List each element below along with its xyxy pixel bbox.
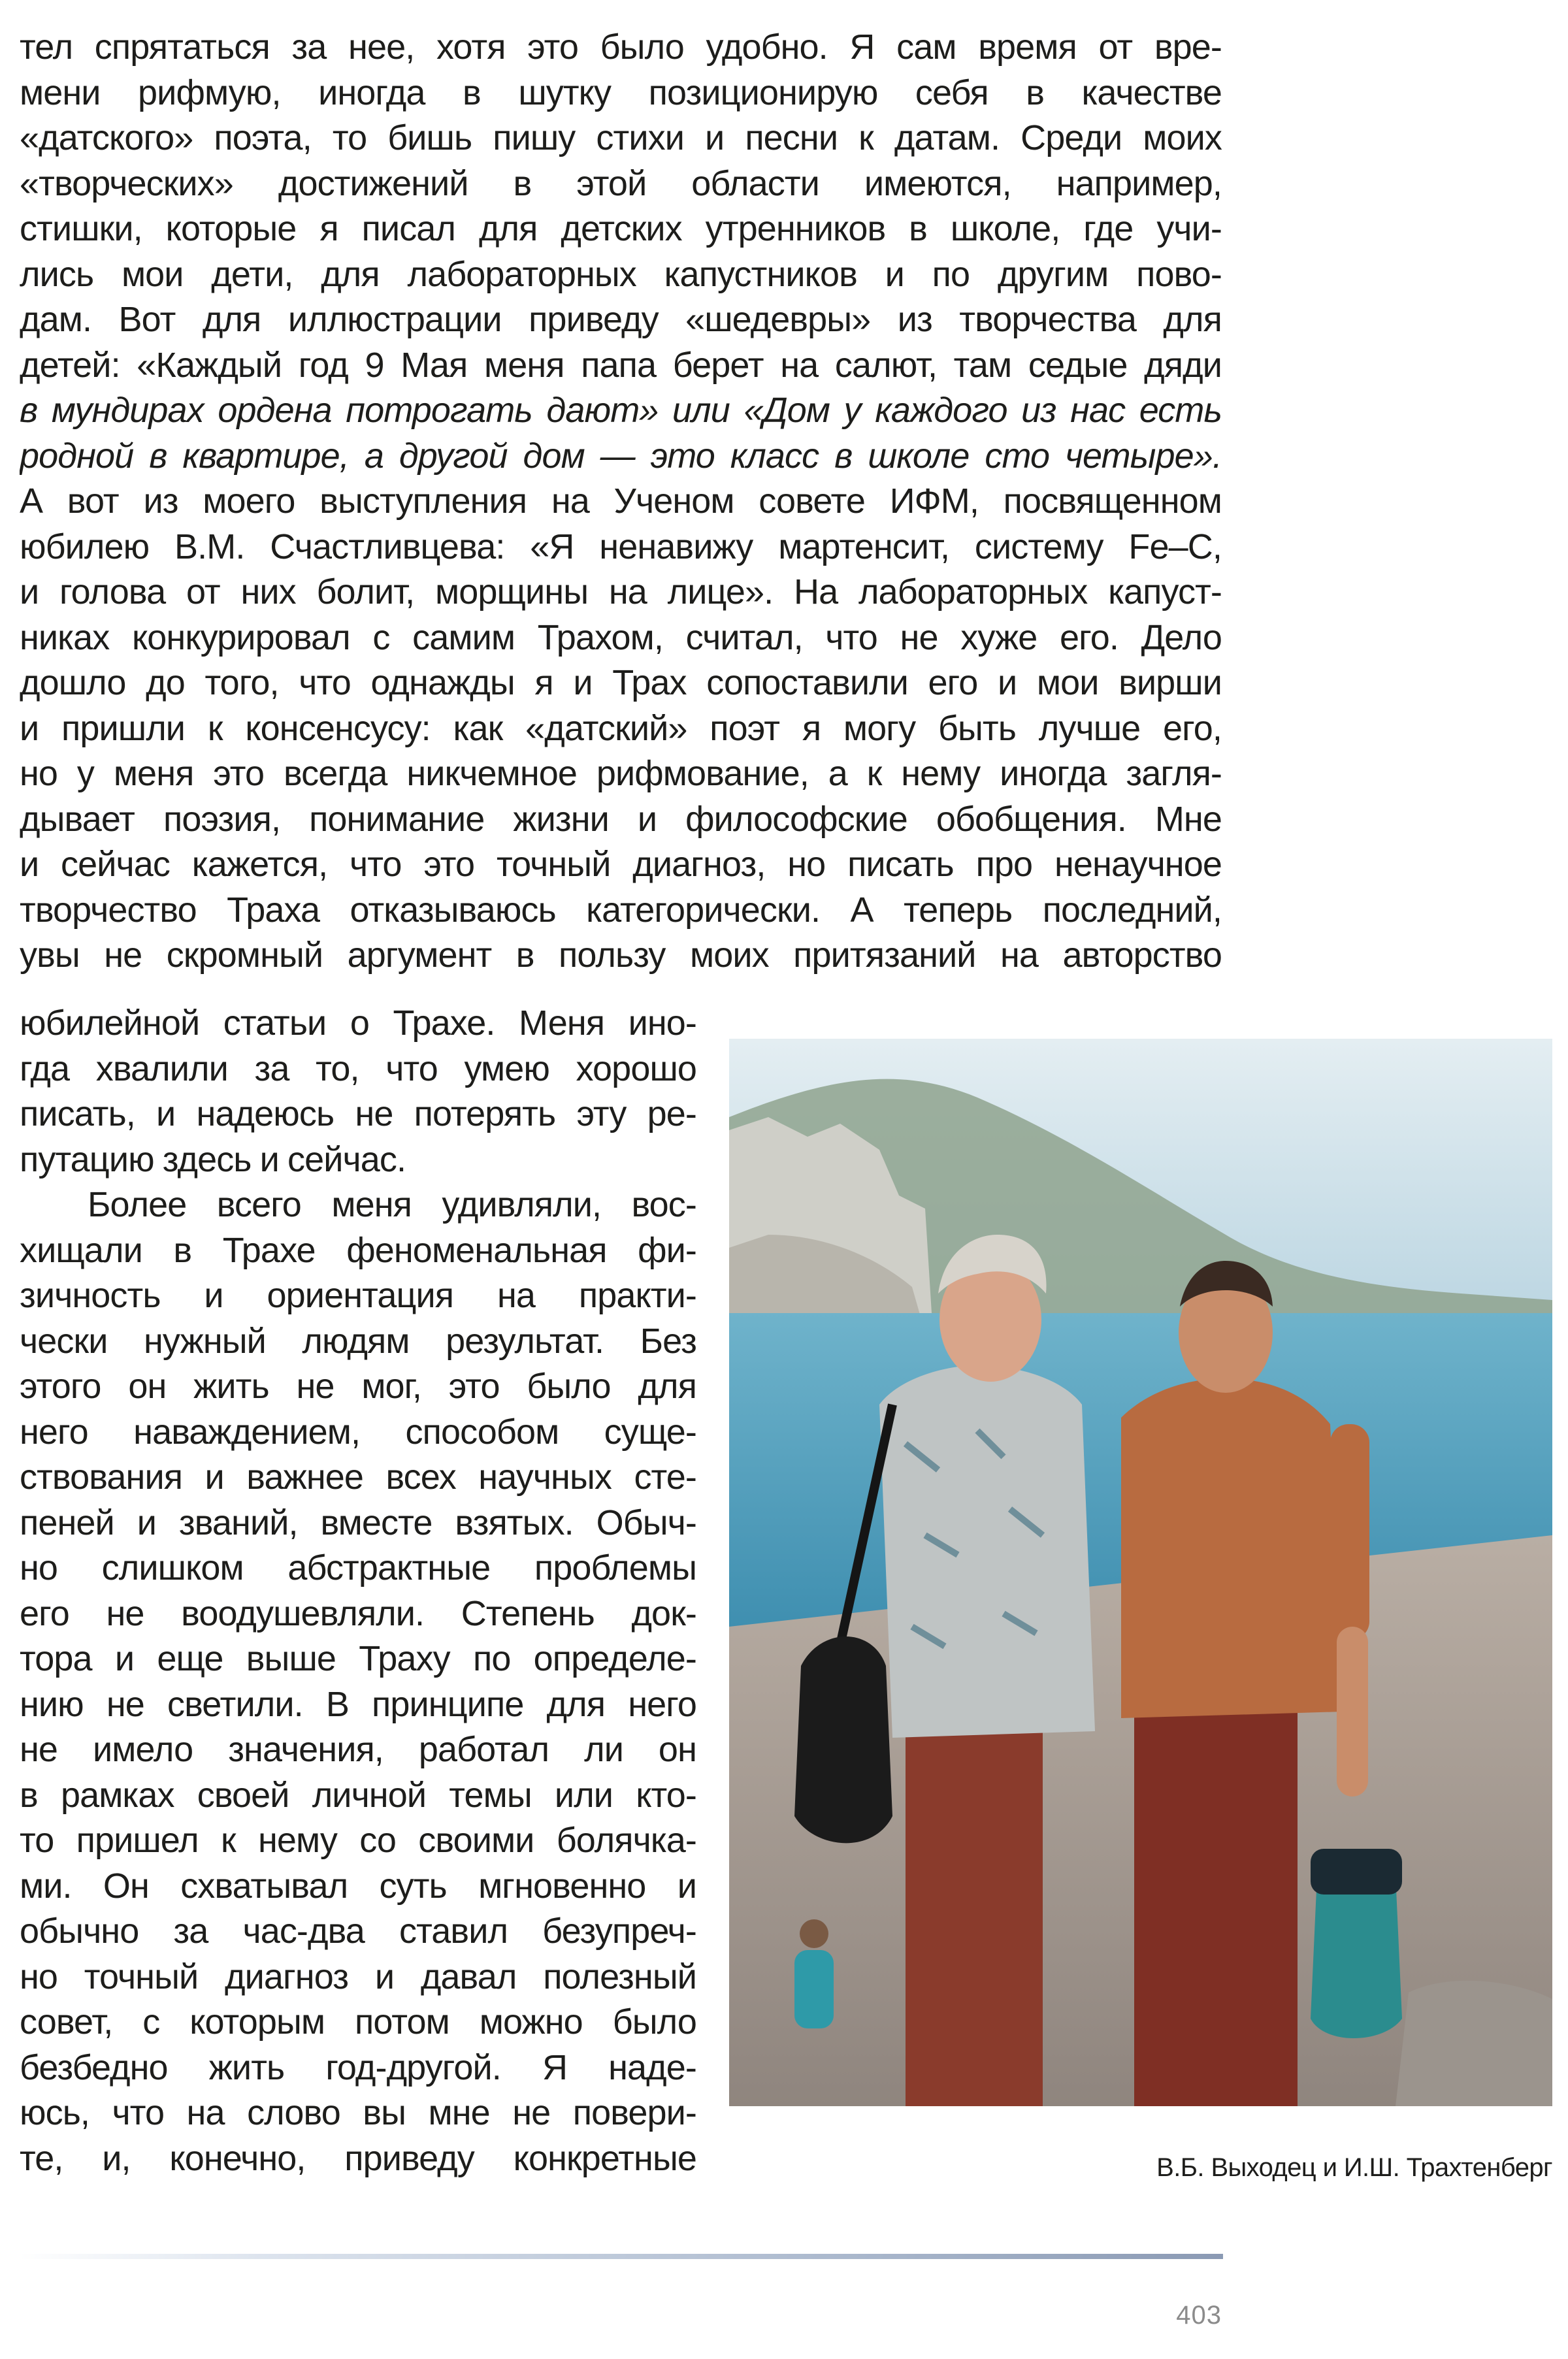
text-line: путацию здесь и сейчас.	[20, 1139, 406, 1179]
text-line: мени рифмую, иногда в шутку позиционирую себя в качестве	[20, 73, 1222, 112]
text-line: не имело значения, работал ли он	[20, 1730, 696, 1769]
text-line: юсь, что на слово вы мне не повери-	[20, 2093, 696, 2132]
text-line: него наваждением, способом суще-	[20, 1412, 696, 1452]
footer-divider	[20, 2254, 1223, 2259]
right-man-arm	[1330, 1424, 1369, 1640]
text-line: увы не скромный аргумент в пользу моих притязаний на авторство	[20, 935, 1222, 975]
teal-bag-top	[1311, 1849, 1402, 1895]
photo-caption: В.Б. Выходец и И.Ш. Трахтенберг	[1156, 2153, 1552, 2182]
text-line: те, и, конечно, приведу конкретные	[20, 2138, 696, 2178]
text-line: ми. Он схватывал суть мгновенно и	[20, 1866, 696, 1906]
text-line: творчество Траха отказываюсь категорически. А теперь последний,	[20, 890, 1222, 930]
text-line: и голова от них болит, морщины на лице». На лабораторных капуст-	[20, 572, 1222, 611]
text-line: но у меня это всегда никчемное рифмование, а к нему иногда загля-	[20, 754, 1222, 793]
text-line: зичность и ориентация на практи-	[20, 1276, 696, 1315]
text-line: обычно за час-два ставил безупреч-	[20, 1912, 696, 1951]
text-line: пеней и званий, вместе взятых. Обыч-	[20, 1503, 696, 1542]
text-line: но слишком абстрактные проблемы	[20, 1548, 696, 1587]
page-number: 403	[1176, 2301, 1222, 2330]
text-line: никах конкурировал с самим Трахом, считал, что не хуже его. Дело	[20, 617, 1222, 657]
text-line: и пришли к консенсусу: как «датский» поэт я могу быть лучше его,	[20, 708, 1222, 748]
text-line: родной в квартире, а другой дом — это класс в школе сто четыре».	[20, 436, 1222, 476]
text-line: гда хвалили за то, что умею хорошо	[20, 1049, 696, 1088]
right-man-legs	[1134, 1705, 1298, 2106]
text-line: А вот из моего выступления на Ученом совете ИФМ, посвященном	[20, 481, 1222, 521]
photo-two-men-at-beach	[729, 1039, 1552, 2106]
text-line: но точный диагноз и давал полезный	[20, 1957, 696, 1996]
text-line: безбедно жить год-другой. Я наде-	[20, 2047, 696, 2087]
text-line: дам. Вот для иллюстрации приведу «шедевры» из творчества для	[20, 300, 1222, 339]
text-line: «творческих» достижений в этой области имеются, например,	[20, 163, 1222, 203]
text-line: «датского» поэта, то бишь пишу стихи и песни к датам. Среди моих	[20, 118, 1222, 157]
text-line: ствования и важнее всех научных сте-	[20, 1457, 696, 1497]
text-line: и сейчас кажется, что это точный диагноз, но писать про ненаучное	[20, 845, 1222, 884]
stone-block	[1396, 1981, 1552, 2106]
text-line: совет, с которым потом можно было	[20, 2002, 696, 2042]
text-line: в мундирах ордена потрогать дают» или «Дом у каждого из нас есть	[20, 391, 1222, 430]
text-line: юбилею В.М. Счастливцева: «Я ненавижу мартенсит, систему Fe–C,	[20, 527, 1222, 566]
text-line: этого он жить не мог, это было для	[20, 1367, 696, 1406]
right-man-forearm	[1337, 1627, 1368, 1797]
black-bag	[794, 1636, 892, 1843]
paragraph-first-line: Более всего меня удивляли, вос-	[88, 1185, 696, 1224]
left-man-shirt	[879, 1365, 1095, 1738]
text-line: тора и еще выше Траху по определе-	[20, 1639, 696, 1678]
text-line: его не воодушевляли. Степень док-	[20, 1593, 696, 1633]
text-line: нию не светили. В принципе для него	[20, 1684, 696, 1724]
left-man-legs	[906, 1718, 1043, 2106]
bystander-body	[794, 1950, 834, 2028]
text-block-left-column	[20, 1001, 696, 2181]
text-line: писать, и надеюсь не потерять эту ре-	[20, 1094, 696, 1133]
text-line: хищали в Трахе феноменальная фи-	[20, 1230, 696, 1270]
text-line: в рамках своей личной темы или кто-	[20, 1775, 696, 1815]
photo-illustration	[729, 1039, 1552, 2106]
text-line: дывает поэзия, понимание жизни и философские обобщения. Мне	[20, 799, 1222, 839]
text-block-full-width	[20, 25, 1222, 979]
text-line: юбилейной статьи о Трахе. Меня ино-	[20, 1003, 696, 1043]
text-line: детей: «Каждый год 9 Мая меня папа берет на салют, там седые дяди	[20, 345, 1222, 385]
text-line: стишки, которые я писал для детских утренников в школе, где учи-	[20, 209, 1222, 248]
text-line: дошло до того, что однажды я и Трах сопоставили его и мои вирши	[20, 663, 1222, 702]
bystander	[800, 1919, 828, 1948]
right-man-shirt	[1121, 1378, 1343, 1718]
text-line: тел спрятаться за нее, хотя это было удобно. Я сам время от вре-	[20, 27, 1222, 67]
text-line: то пришел к нему со своими болячка-	[20, 1821, 696, 1860]
text-line: чески нужный людям результат. Без	[20, 1321, 696, 1361]
text-line: лись мои дети, для лабораторных капустников и по другим пово-	[20, 254, 1222, 294]
